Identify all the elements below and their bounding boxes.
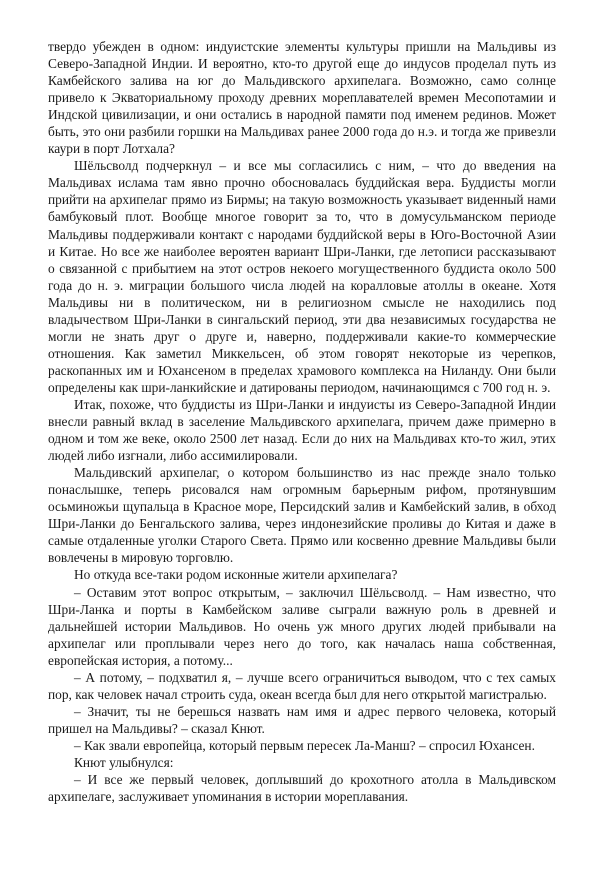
paragraph-10: Кнют улыбнулся:: [74, 754, 174, 770]
paragraph-1: твердо убежден в одном: индуистские элементы культуры пришли на Мальдивы из Северо-Западной Индии. И вероятно, кто-то другой еще до индусов проделал путь из Камбейского залива на юг до Мальдивского архипелага. Возможно, само солнце привело к Экваториальному проходу древних мореплавателей времен Месопотамии и Индской цивилизации, и они остались в народной памяти под именем рединов. Может быть, это они разбили горшки на Мальдивах ранее 2000 года до н.э. и тогда же привезли каури в порт Лотхала?: [48, 39, 556, 157]
paragraph-7: – А потому, – подхватил я, – лучше всего ограничиться выводом, что с тех самых пор, как человек начал строить суда, океан всегда был для него открытой магистралью.: [48, 669, 556, 702]
paragraph-8: – Значит, ты не берешься назвать нам имя и адрес первого человека, который пришел на Мальдивы? – сказал Кнют.: [48, 703, 556, 736]
paragraph-2: Шёльсволд подчеркнул – и все мы согласились с ним, – что до введения на Мальдивах ислама там явно прочно обосновалась буддийская вера. Буддисты могли прийти на архипелаг прямо из Бирмы; на такую возможность указывает виденный нами бамбуковый плот. Вообще многое говорит за то, что в домусульманском периоде Мальдивы поддерживали контакт с народами буддийской веры в Юго-Восточной Азии и Китае. Но все же наиболее вероятен вариант Шри-Ланки, где летописи рассказывают о связанной с прибытием на этот остров некоего могущественного буддиста около 500 года до н. э. миграции большого числа людей на коралловые атоллы в океане. Хотя Мальдивы ни в политическом, ни в религиозном смысле не находились под владычеством Шри-Ланки в сингальский период, эти два независимых государства не могли не знать друг о друге и, наверно, поддерживали какие-то коммерческие отношения. Как заметил Миккельсен, об этом говорят некоторые из черепков, раскопанных им и Юхансеном в пределах храмового комплекса на Ниланду. Они были определены как шри-ланкийские и датированы периодом, начинающимся с 700 год н. э.: [48, 158, 556, 395]
paragraph-6: – Оставим этот вопрос открытым, – заключил Шёльсволд. – Нам известно, что Шри-Ланка и порты в Камбейском заливе сыграли важную роль в древней и дальнейшей истории Мальдивов. Но очень уж много других людей прибывали на архипелаг или проплывали через него до того, как началась наша собственная, европейская история, а потому...: [48, 584, 556, 668]
paragraph-11: – И все же первый человек, доплывший до крохотного атолла в Мальдивском архипелаге, заслуживает упоминания в истории мореплавания.: [48, 772, 556, 805]
page-body: [48, 38, 556, 805]
paragraph-9: – Как звали европейца, который первым пересек Ла-Манш? – спросил Юхансен.: [74, 737, 535, 753]
paragraph-4: Мальдивский архипелаг, о котором большинство из нас прежде знало только понаслышке, теперь рисовался нам огромным барьерным рифом, протянувшим осьминожьи щупальца в Красное море, Персидский залив и Камбейский залив, в обход Шри-Ланки до Бенгальского залива, через индонезийские проливы до Китая и даже в самые отдаленные уголки Старого Света. Прямо или косвенно древние Мальдивы были вовлечены в мировую торговлю.: [48, 465, 556, 566]
paragraph-3: Итак, похоже, что буддисты из Шри-Ланки и индуисты из Северо-Западной Индии внесли равный вклад в заселение Мальдивского архипелага, причем даже примерно в одном и том же веке, около 2500 лет назад. Если до них на Мальдивах кто-то жил, этих людей либо изгнали, либо ассимилировали.: [48, 396, 556, 464]
paragraph-5: Но откуда все-таки родом исконные жители архипелага?: [74, 567, 398, 583]
